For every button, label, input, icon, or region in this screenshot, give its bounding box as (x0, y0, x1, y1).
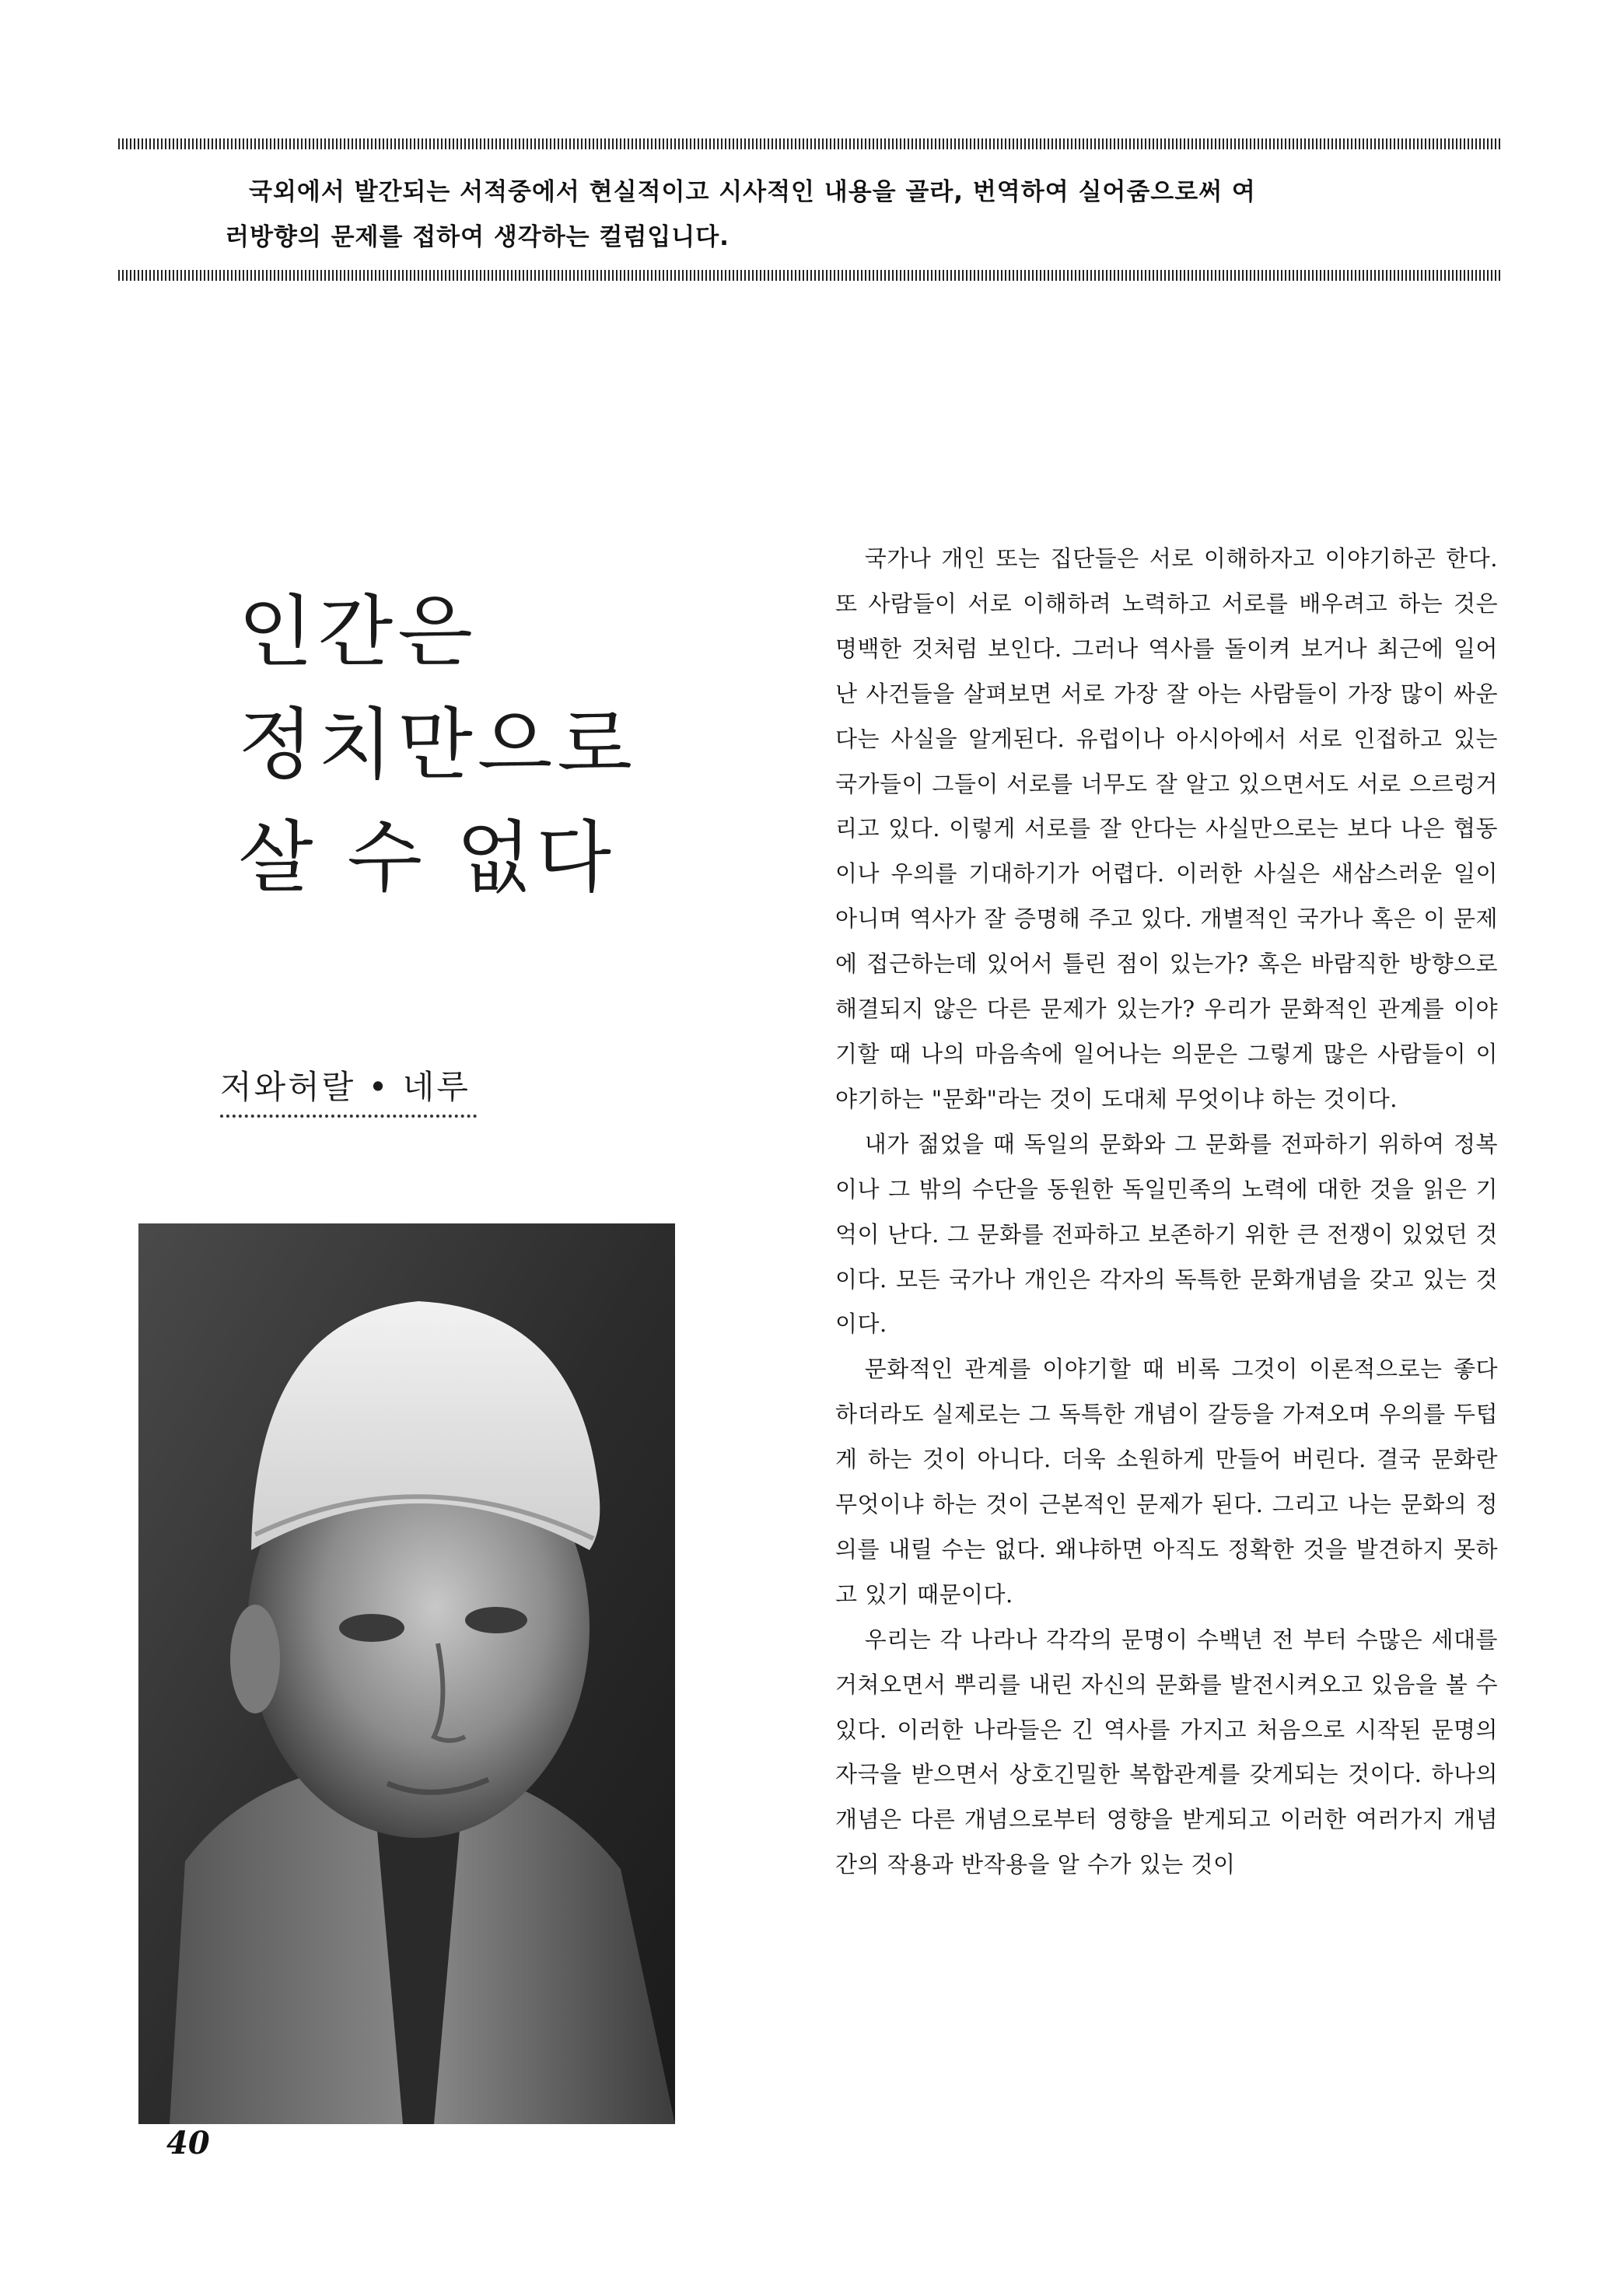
article-body (835, 537, 1498, 1888)
title-line-3: 살 수 없다 (238, 812, 616, 903)
column-intro (226, 170, 1408, 260)
header-rule-bottom (118, 270, 1501, 281)
article-paragraph: 문화적인 관계를 이야기할 때 비록 그것이 이론적으로는 좋다 하더라도 실제로는 그 독특한 개념이 갈등을 가져오며 우의를 두텁게 하는 것이 아니다. 더욱 소원하게 만들어 버린다. 결국 문화란 무엇이냐 하는 것이 근본적인 문제가 된다. 그리고 나는 문화의 정의를 내릴 수는 없다. 왜냐하면 아직도 정확한 것을 발견하지 못하고 있기 때문이다. (835, 1356, 1498, 1608)
article-paragraph: 우리는 각 나라나 각각의 문명이 수백년 전 부터 수많은 세대를 거쳐오면서 뿌리를 내린 자신의 문화를 발전시켜오고 있음을 볼 수 있다. 이러한 나라들은 긴 역사를 가지고 처음으로 시작된 문명의 자극을 받으면서 상호긴밀한 복합관계를 갖게되는 것이다. 하나의 개념은 다른 개념으로부터 영향을 받게되고 이러한 여러가지 개념간의 작용과 반작용을 알 수가 있는 것이 (835, 1626, 1498, 1878)
title-line-1: 인간은 (238, 586, 478, 677)
column-intro-line-1: 국외에서 발간되는 서적중에서 현실적이고 시사적인 내용을 골라, 번역하여 실어줌으로써 여 (249, 178, 1256, 206)
title-line-2: 정치만으로 (238, 699, 637, 790)
page-number: 40 (166, 2125, 210, 2161)
column-intro-line-2: 러방향의 문제를 접하여 생각하는 컬럼입니다. (226, 223, 730, 251)
header-rule-top (118, 138, 1501, 149)
author-portrait-photo (138, 1223, 675, 2124)
author-byline: 저와허랄 • 네루 (220, 1062, 477, 1118)
article-paragraph: 내가 젊었을 때 독일의 문화와 그 문화를 전파하기 위하여 정복이나 그 밖의 수단을 동원한 독일민족의 노력에 대한 것을 읽은 기억이 난다. 그 문화를 전파하고 보존하기 위한 큰 전쟁이 있었던 것이다. 모든 국가나 개인은 각자의 독특한 문화개념을 갖고 있는 것이다. (835, 1130, 1498, 1338)
article-paragraph: 국가나 개인 또는 집단들은 서로 이해하자고 이야기하곤 한다. 또 사람들이 서로 이해하려 노력하고 서로를 배우려고 하는 것은 명백한 것처럼 보인다. 그러나 역사를 돌이켜 보거나 최근에 일어난 사건들을 살펴보면 서로 가장 잘 아는 사람들이 가장 많이 싸운다는 사실을 알게된다. 유럽이나 아시아에서 서로 인접하고 있는 국가들이 그들이 서로를 너무도 잘 알고 있으면서도 서로 으르렁거리고 있다. 이렇게 서로를 잘 안다는 사실만으로는 보다 나은 협동이나 우의를 기대하기가 어렵다. 이러한 사실은 새삼스러운 일이 아니며 역사가 잘 증명해 주고 있다. 개별적인 국가나 혹은 이 문제에 접근하는데 있어서 틀린 점이 있는가? 혹은 바람직한 방향으로 해결되지 않은 다른 문제가 있는가? 우리가 문화적인 관계를 이야기할 때 나의 마음속에 일어나는 의문은 그렇게 많은 사람들이 이야기하는 "문화"라는 것이 도대체 무엇이냐 하는 것이다. (835, 545, 1498, 1112)
article-title (238, 576, 637, 914)
